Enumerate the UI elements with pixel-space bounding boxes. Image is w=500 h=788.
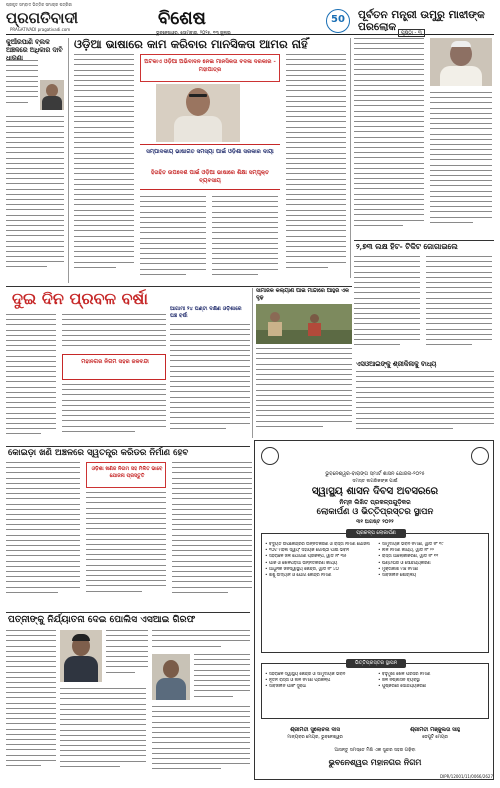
former-minister-photo (430, 38, 492, 86)
main-story-lower (140, 196, 280, 284)
ad-section-2-list-right: • ବହୁମୁଖୀ ଖେଳ ପରିସର ନିର୍ମାଣ • ଜଳ ନିଷ୍କାସନ ବ୍ୟବସ୍ଥା • ପୁଷ୍କରିଣୀ ସୌନ୍ଦର୍ଯ୍ୟକରଣ (378, 672, 431, 690)
dateline: ଭୁବନେଶ୍ୱର, ସୋମବାର, ୨୦୨୫, ୧୩ ଜୁଲାଇ (156, 31, 231, 36)
mid-story-photo (256, 304, 352, 344)
left-column-text (6, 60, 38, 107)
section-title: ବିଶେଷ (158, 8, 206, 29)
rain-side-story (170, 306, 250, 444)
ad-section-1-list-left: • ବିଦ୍ୟୁତ ଉପକେନ୍ଦ୍ରର ଉନ୍ନତିକରଣ ଓ ରାସ୍ତା ନିର୍ମାଣ ଯୋଜନା • ୧୦ଟି ମହିଳା ସ୍ୱୟଂ ସହାୟକ ଗୋଷ୍ଠୀ ପାଇଁ ଭବନ • ସହରାଞ୍ଚଳ ଜଳ ଯୋଗାଣ ପ୍ରକଳ୍ପ, ୱାର୍ଡ ନଂ ୩୫ • ପାର୍କ ଓ ଖେଳପଡ଼ିଆ ଉନ୍ନତିକରଣ କାର୍ଯ୍ୟ • ଆଧୁନିକ ଜନସ୍ୱାସ୍ଥ୍ୟ କେନ୍ଦ୍ର, ୱାର୍ଡ ନଂ ୪୦ • ଶିଶୁ ଉଦ୍ୟାନ ଓ ଯୋଗ କେନ୍ଦ୍ର ନିର୍ମାଣ (265, 542, 370, 579)
mid-story (256, 288, 352, 438)
rain-story (6, 314, 166, 444)
ad-title: ସ୍ୱାସ୍ଥ୍ୟ ଶାସନ ଦିବସ ଅବସରରେ (311, 486, 439, 497)
logo-text: ପ୍ରଗତିବାଦୀ (6, 9, 79, 27)
quote-1: ଅଟକାଏ ଓଡ଼ିଆ ଅଭିବାଦନ ନେଇ ମାନସିକତା ବଦଳା ଦରକାର - ମହାପାତ୍ର (144, 59, 276, 73)
police-headline[interactable]: ପତ୍ନୀଙ୍କୁ ନିର୍ଯ୍ୟାତନା ଦେଇ ପୋଲିସ ଏସଆଇ ଗିରଫ (8, 614, 196, 625)
ad-section-1-list-right: • ସାମୁଦାୟିକ ଭବନ ନିର୍ମାଣ, ୱାର୍ଡ ନଂ ୧୯ • ନାଳ ନିର୍ମାଣ କାର୍ଯ୍ୟ, ୱାର୍ଡ ନଂ ୨୨ • ରାସ୍ତା ଆଲୋକୀକରଣ, ୱାର୍ଡ ନଂ ୧୧ • ଘଣ୍ଟାଘର ଓ ସୌନ୍ଦର୍ଯ୍ୟକରଣ • ମୁକ୍ତାକାଶ ମଞ୍ଚ ନିର୍ମାଣ • ସାର୍ବଜନୀନ ଶୌଚାଳୟ (378, 542, 444, 579)
logo[interactable] (6, 10, 118, 30)
main-headline[interactable]: ଓଡ଼ିଆ ଭାଷାରେ କାମ କରିବାର ମାନସିକତା ଆମର ନାହିଁ (74, 37, 308, 51)
anniversary-badge: 50 (326, 9, 350, 33)
main-story-col4 (286, 54, 346, 284)
quote-box-1 (140, 54, 280, 82)
ad-line-1: ଭୁବନେଶ୍ୱର-ବାରାଙ୍ଗ ସ୍ମାର୍ଟ ଶାସନ ଯୋଜନା-୨୦୨୫ (325, 471, 425, 477)
koilla-highlight-box (86, 462, 166, 488)
page-number: ପୃଷ୍ଠା - ୩ (398, 29, 425, 37)
advertisement[interactable] (254, 440, 494, 780)
ad-chief-guest: ଶ୍ରୀମତୀ ସୁଲୋଚନା ଦାସ ମାନ୍ୟବର ମେୟର, ଭୁବନେଶ୍ୱର (287, 727, 343, 740)
main-story-col1 (74, 54, 134, 284)
left-column-photo (40, 80, 64, 110)
quote-2: ସମ୍ପାଦକୀୟ ଭାଷାଗତ ସମସ୍ୟା ପାଇଁ ଓଡ଼ିଶା ସରକାର ଦାୟୀ (146, 149, 274, 155)
police-story (6, 630, 252, 782)
ad-date: ୩୧ ଅଗଷ୍ଟ ୨୦୨୨ (356, 519, 394, 525)
left-column-story (6, 38, 66, 283)
ad-footer-org: ଭୁବନେଶ୍ୱର ମହାନଗର ନିଗମ (328, 757, 422, 767)
mid-right-story (356, 360, 494, 438)
rain-highlight-box (62, 354, 166, 380)
ad-section-inauguration (261, 530, 489, 653)
right-mid-story (354, 256, 494, 356)
accused-photo-2 (152, 654, 190, 700)
koilla-headline[interactable]: କୋଇଡ଼ା ଖଣି ଅଞ୍ଚଳରେ ସ୍ୱତନ୍ତ୍ର କରିଡର ନିର୍ମାଣ ହେବ (8, 448, 189, 458)
koilla-story (6, 462, 252, 610)
quote-3: ହିତାହିତ ଉପଦେଶ ପାଇଁ ଓଡ଼ିଆ ଭାଷାରେ ଶିକ୍ଷା ସମ୍ପୃକ୍ତ ବ୍ୟବସାୟ (150, 170, 270, 184)
ad-title-3: ଲୋକାର୍ପଣ ଓ ଭିତ୍ତିପ୍ରସ୍ତର ସ୍ଥାପନ (316, 507, 434, 517)
rain-side-headline[interactable]: ଆଗାମୀ ୨୪ ଘଣ୍ଟା ଦକ୍ଷିଣ ଓଡ଼ିଶାରେ ଘଞ୍ଚ ବର୍ଷା (170, 306, 242, 319)
left-column-headline[interactable]: କୁଆଁରପାଣି ବ୍ଲକ ଅଞ୍ଚଳରେ ଅଧିକାର ଦାବି ଧାରଣା (6, 38, 63, 62)
top-strip: ପ୍ରକୃତ ସମ୍ବାଦ ଭିତ୍ତିକ ସମାଚାର ପତ୍ରିକା (6, 2, 73, 7)
ad-section-foundation (261, 660, 489, 719)
ad-footer: ଆସନ୍ତୁ ସମସ୍ତେ ମିଶି ଏକ ସୁନ୍ଦର ସହର ଗଢ଼ିବା (334, 748, 416, 753)
mid-story-headline[interactable]: ସାମାଜିକ କଲ୍ୟାଣ ପାଇଁ ମାନ୍ଦାରେ ଆହୁରି ଏକ ଦୃଢ଼ (256, 288, 349, 301)
rain-box-text: ମହାନଗର ନିଗମ ସହର ଜଳବନ୍ଦୀ (81, 359, 149, 365)
headline-top-right[interactable]: ପୂର୍ବତନ ମନ୍ତ୍ରୀ ଉମୁରୁ ମାଝୀଙ୍କ ପରଲୋକ (358, 9, 485, 33)
quote-box-2 (140, 144, 280, 190)
right-mid-headline[interactable]: ୨,୭୩ ଲକ୍ଷ ହିଟ- ଟିକିଟ ଜୋଗାଇଲେ (356, 242, 458, 251)
ad-section-1-header: ପ୍ରକଳ୍ପ ଲୋକାର୍ପଣ (346, 529, 406, 538)
mid-right-headline[interactable]: ଏସଓଆଇଙ୍କୁ ଶ୍ରୀକିଳାକୁ ବାଧ୍ୟ (356, 360, 437, 368)
logo-subtitle: PRAGATIVADI pragativadi.com (10, 27, 71, 32)
ad-line-2: ସମସ୍ତ ନାଗରିକଙ୍କ ପାଇଁ (352, 479, 398, 484)
masthead (6, 9, 494, 35)
ad-title-2: ନିମ୍ନ ଲିଖିତ ପ୍ରକଳ୍ପଗୁଡ଼ିକର (339, 499, 411, 506)
right-column-story (354, 38, 494, 238)
ad-guest-2: ଶ୍ରୀମତୀ ମଞ୍ଜୁଲତା ସାହୁ ଡେପୁଟି ମେୟର (409, 727, 461, 740)
rain-headline[interactable]: ଦୁଇ ଦିନ ପ୍ରବଳ ବର୍ଷା (12, 289, 148, 308)
ad-section-2-header: ଭିତ୍ତିପ୍ରସ୍ତର ସ୍ଥାପନ (346, 659, 406, 668)
koilla-box-text: ଓଡ଼ିଶା ଖଣିଜ ନିଗମ ସହ ମିଳିତ ଭାବେ ଯୋଜନା ପ୍ରସ୍ତୁତି (91, 466, 163, 479)
ad-code: DIPR/12001/11/0066/2627 (439, 774, 493, 779)
accused-photo-1 (60, 630, 102, 682)
emblem-icon-right (471, 447, 489, 465)
ad-section-2-list-left: • ସହରାଞ୍ଚଳ ସ୍ୱାସ୍ଥ୍ୟ କେନ୍ଦ୍ର ଓ ସାମୁଦାୟିକ ଭବନ • ନୂତନ ରାସ୍ତା ଓ ନାଳ ନିର୍ମାଣ ପ୍ରକଳ୍ପ • ସାର୍ବଜନୀନ ପାର୍କିଂ ସୁବିଧା (265, 672, 346, 690)
emblem-icon-left (261, 447, 279, 465)
portrait-photo (156, 84, 240, 142)
